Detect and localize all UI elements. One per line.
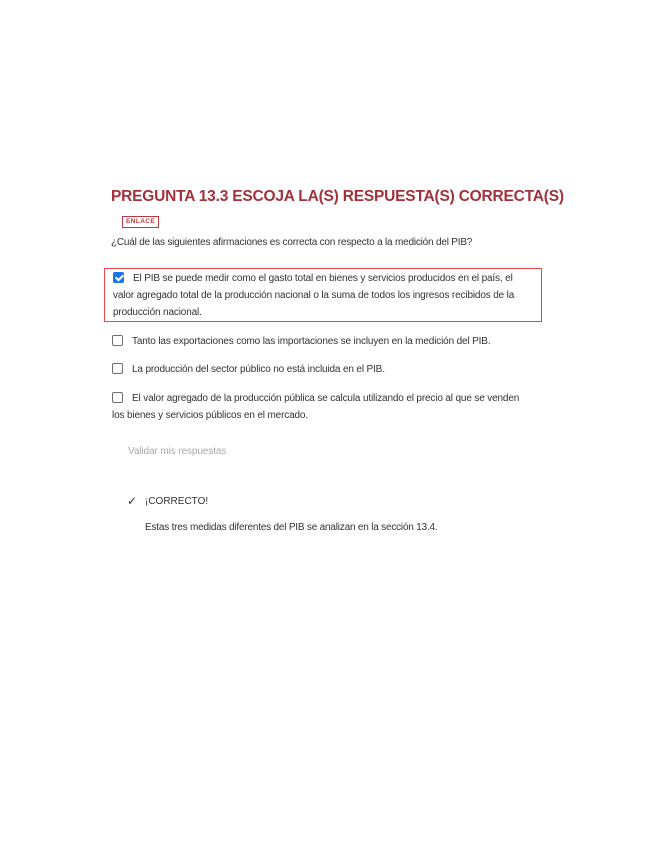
- checkbox-icon[interactable]: [112, 392, 123, 403]
- answer-option-4-text: El valor agregado de la producción pública se calcula utilizando el precio al que se venden los bienes y servicios públicos en el mercado.: [112, 393, 520, 421]
- checkbox-icon[interactable]: [112, 363, 123, 374]
- checkbox-checked-icon[interactable]: [113, 272, 124, 283]
- validate-button[interactable]: Validar mis respuestas: [128, 446, 227, 457]
- feedback-title: ¡CORRECTO!: [145, 496, 209, 507]
- question-title: PREGUNTA 13.3 ESCOJA LA(S) RESPUESTA(S) CORRECTA(S): [111, 188, 564, 205]
- answer-option-2-text: Tanto las exportaciones como las importaciones se incluyen en la medición del PIB.: [132, 336, 491, 347]
- answer-option-2[interactable]: [112, 333, 542, 350]
- question-prompt: ¿Cuál de las siguientes afirmaciones es correcta con respecto a la medición del PIB?: [111, 237, 473, 248]
- feedback-text: Estas tres medidas diferentes del PIB se analizan en la sección 13.4.: [145, 522, 438, 533]
- answer-option-3[interactable]: [112, 361, 542, 378]
- answer-option-1-text: El PIB se puede medir como el gasto total en bienes y servicios producidos en el país, el valor agregado total de la producción nacional o la suma de todos los ingresos recibidos de la producción nacional.: [113, 273, 515, 318]
- checkmark-icon: ✓: [127, 494, 138, 508]
- answer-option-3-text: La producción del sector público no está incluida en el PIB.: [132, 364, 385, 375]
- answer-option-4[interactable]: [112, 390, 532, 424]
- answer-option-1[interactable]: [104, 268, 542, 322]
- checkbox-icon[interactable]: [112, 335, 123, 346]
- link-badge[interactable]: ENLACE: [122, 216, 159, 228]
